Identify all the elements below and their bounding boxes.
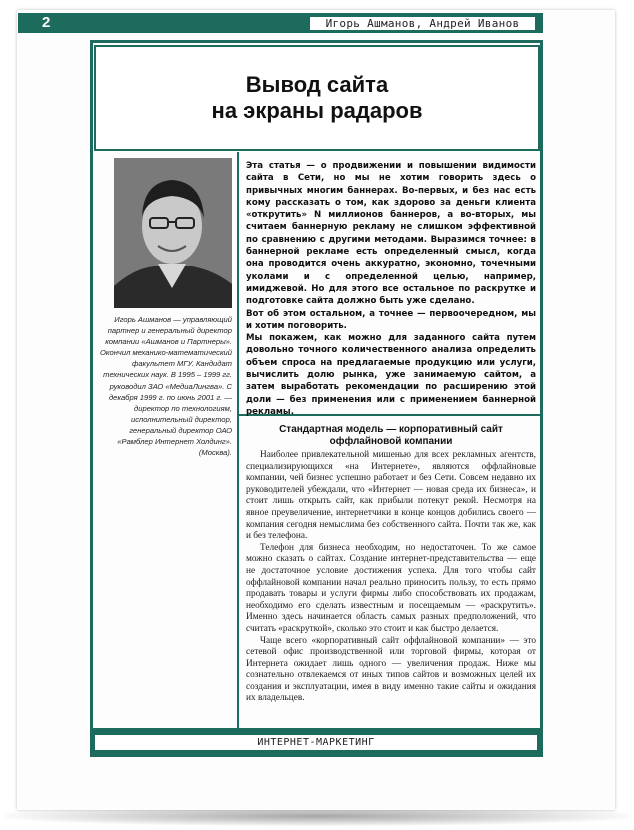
lead-paragraphs — [246, 160, 536, 418]
body-paragraph: Телефон для бизнеса необходим, но недостаточен. То же самое можно сказать о сайтах. Создание интернет-представительства — еще не достаточное условие достижения успеха. Для того чтобы сайт оффлайновой компании начал реально приносить пользу, то есть прямо продавать товары и услуги фирмы либо способствовать их продажам, необходимо его сделать известным и посещаемым — «раскрутить». Именно здесь начинается область самых разных предположений, что считать «раскруткой», сколько это стоит и как быстро делается. — [246, 542, 536, 634]
author-photo — [114, 158, 232, 308]
lead-paragraph: Мы покажем, как можно для заданного сайта путем довольно точного количественного анализа определить объем спроса на предлагаемые продукцию или услуги, вычислить долю рынка, уже занимаемую сайтом, а затем выработать рекомендации по расширению этой доли — без применения или с применением баннерной рекламы. — [246, 333, 536, 417]
page-number: 2 — [42, 14, 51, 31]
body-paragraph: Чаще всего «корпоративный сайт оффлайновой компании» — это сетевой офис производственной или торговой фирмы, которая от Интернета ожидает лишь одного — увеличения продаж. Ниже мы сознательно отвлекаемся от иных типов сайтов и возможных целей их создания и эксплуатации, имея в виду именно такие сайты и ожидания их владельцев. — [246, 635, 536, 704]
lead-paragraph: Вот об этом остальном, а точнее — первоочередном, мы и хотим поговорить. — [246, 308, 536, 331]
body-paragraph: Наиболее привлекательной мишенью для всех рекламных агентств, специализирующихся «на Интернете», являются оффлайновые компании, чей бизнес успешно работает и без Сети. Совсем недавно их руководителей убеждали, что «Интернет — новая среда их бизнеса», и стоит лишь открыть сайт, как прибыли потекут рекой. Несмотря на явное преувеличение, интернетчики в конце концов добились своего — компания сегодня немыслима без собственного сайта. Почти так же, как и без телефона. — [246, 450, 536, 542]
section-heading: Стандартная модель — корпоративный сайт оффлайновой компании — [279, 424, 503, 447]
body-text — [246, 450, 536, 705]
column-divider — [237, 152, 239, 728]
author-bio: Игорь Ашманов — управляющий партнер и генеральный директор компании «Ашманов и Партнеры». Окончил механико-математический факультет МГУ. Кандидат технических наук. В 1995 – 1999 гг. руководил ЗАО «МедиаЛингва». С декабря 1999 г. по июнь 2001 г. — директор по технологиям, исполнительный директор, генеральный директор ОАО «Рамблер Интернет Холдинг». (Москва). — [100, 315, 232, 458]
footer-section-label: ИНТЕРНЕТ-МАРКЕТИНГ — [95, 735, 537, 750]
header-authors: Игорь Ашманов, Андрей Иванов — [310, 17, 535, 30]
article-title: Вывод сайта на экраны радаров — [211, 72, 423, 123]
lead-paragraph: Эта статья — о продвижении и повышении видимости сайта в Сети, но мы не хотим говорить здесь о привычных многим баннерах. Во-первых, и без нас есть кому рассказать о том, как здорово за деньги клиента «открутить» N миллионов баннеров, а во-вторых, мы считаем баннерную рекламу не слишком эффективной по сравнению с другими методами. Выразимся точнее: в баннерной рекламе есть определенный смысл, когда она проводится очень аккуратно, экономно, точечными уколами и с определенной целью, например, имиджевой. Но для этого все остальное по раскрутке и подготовке сайта должно быть уже сделано. — [246, 161, 536, 307]
